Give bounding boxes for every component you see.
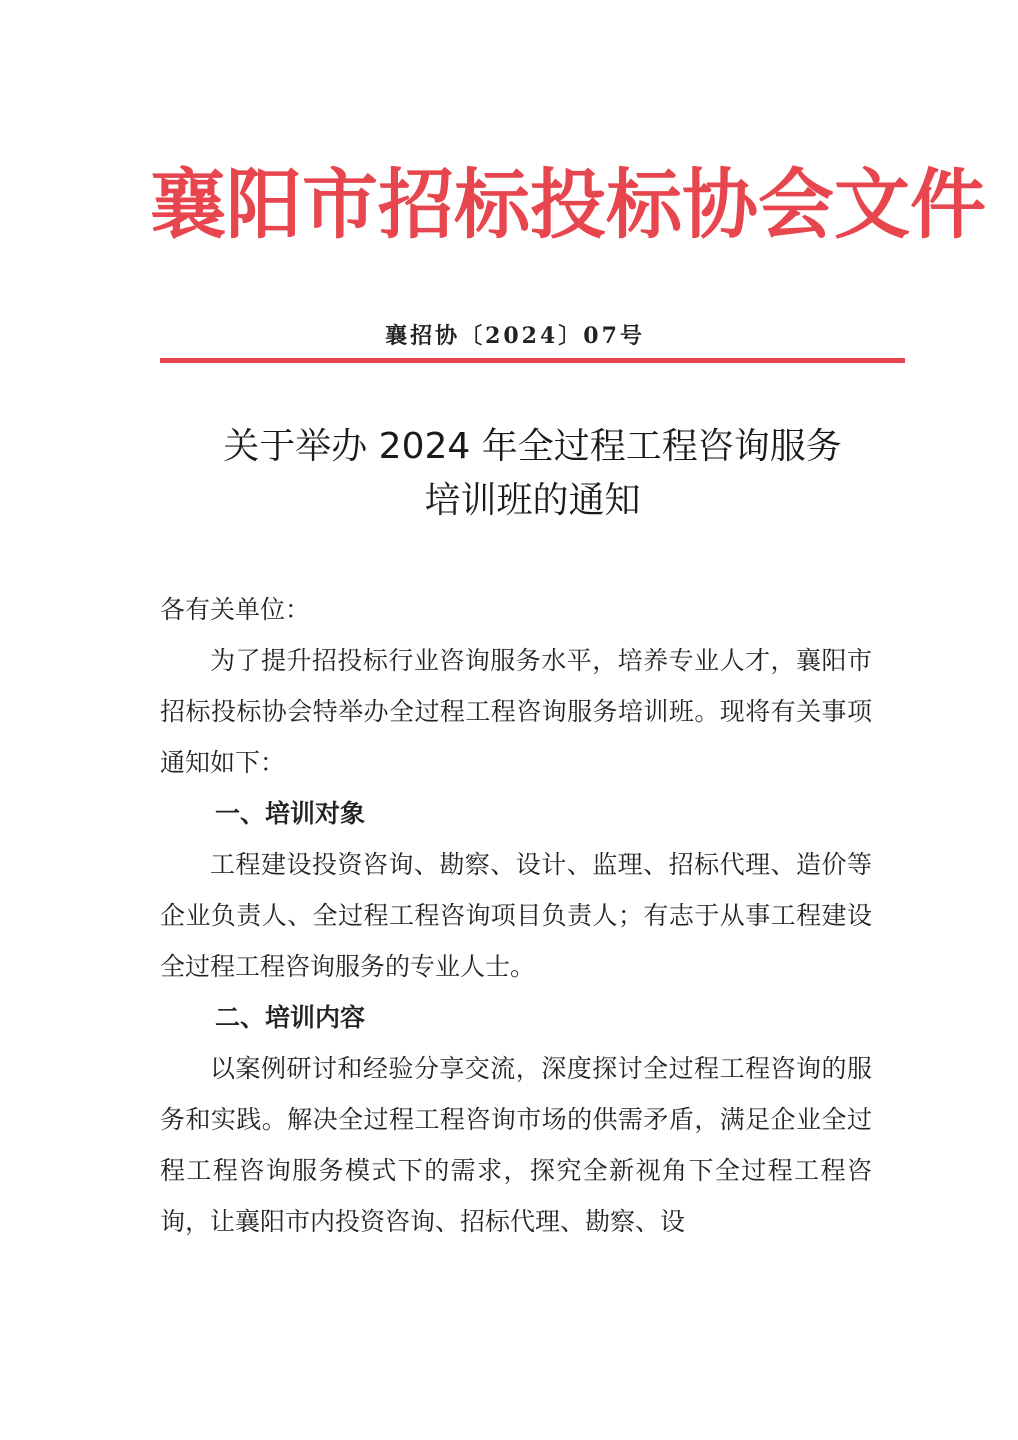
notice-body (160, 584, 872, 1247)
notice-title-line-2: 培训班的通知 (424, 480, 641, 521)
section-heading-2: 二、培训内容 (215, 1003, 366, 1032)
org-header-title: 襄阳市招标投标协会文件 (150, 160, 986, 249)
document-number: 襄招协〔2024〕07号 (385, 323, 645, 349)
notice-title-line-1: 关于举办 2024 年全过程工程咨询服务 (223, 426, 842, 467)
salutation: 各有关单位： (160, 595, 311, 624)
section-paragraph-2: 以案例研讨和经验分享交流，深度探讨全过程工程咨询的服务和实践。解决全过程工程咨询市场的供需矛盾，满足企业全过程工程咨询服务模式下的需求，探究全新视角下全过程工程咨询，让襄阳市内投资咨询、招标代理、勘察、设 (160, 1054, 872, 1236)
red-separator-line (160, 358, 905, 363)
section-heading-1: 一、培训对象 (215, 799, 366, 828)
notice-title (160, 420, 905, 528)
section-paragraph-1: 工程建设投资咨询、勘察、设计、监理、招标代理、造价等企业负责人、全过程工程咨询项目负责人；有志于从事工程建设全过程工程咨询服务的专业人士。 (160, 850, 872, 981)
intro-paragraph: 为了提升招投标行业咨询服务水平，培养专业人才，襄阳市招标投标协会特举办全过程工程咨询服务培训班。现将有关事项通知如下： (160, 646, 872, 777)
